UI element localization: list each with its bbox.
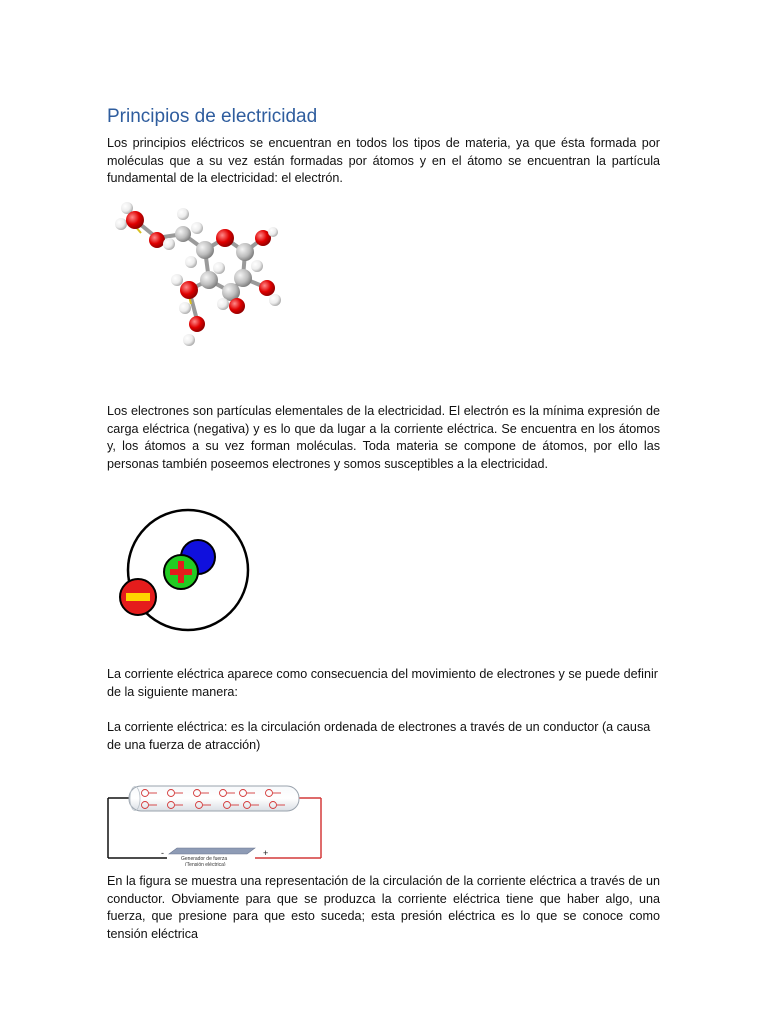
- atom-figure: [112, 500, 257, 640]
- generator-plate: [169, 848, 255, 854]
- molecule-atoms: [115, 202, 281, 346]
- plus-label: +: [263, 848, 269, 858]
- paragraph-electrons: Los electrones son partículas elementales de la electricidad. El electrón es la mínima expresión de carga eléctrica (negativa) y es lo que da lugar a la corriente eléctrica. Se encuentra en los átomos y, los átomos a su vez forman moléculas. Toda materia se compone de átomos, por ello las personas también poseemos electrones y somos susceptibles a la electricidad.: [107, 404, 660, 471]
- paragraph-figure-explanation: En la figura se muestra una representación de la circulación de la corriente eléctrica a través de un conductor. Obviamente para que se produzca la corriente eléctrica tiene que haber algo, una fuerza, que presione para que esto suceda; esta presión eléctrica es lo que se conoce como tensión eléctrica: [107, 874, 660, 941]
- molecule-figure: [105, 200, 295, 350]
- generator-sublabel: (Tensión eléctrica): [185, 862, 226, 866]
- paragraph-current: La corriente eléctrica aparece como consecuencia del movimiento de electrones y se puede definir de la siguiente manera:: [107, 667, 658, 699]
- circuit-figure: [105, 780, 325, 866]
- conductor-tube: [129, 786, 299, 811]
- proton: [164, 555, 198, 589]
- paragraph-definition: La corriente eléctrica: es la circulación ordenada de electrones a través de un conductor (a causa de una fuerza de atracción): [107, 720, 651, 752]
- generator-label: Generador de fuerza: [181, 856, 228, 862]
- electron: [120, 579, 156, 615]
- paragraph-intro: Los principios eléctricos se encuentran en todos los tipos de materia, ya que ésta formada por moléculas que a su vez están formadas por átomos y en el átomo se encuentran la partícula fundamental de la electricidad: el electrón.: [107, 136, 660, 186]
- page-title: Principios de electricidad: [107, 106, 318, 127]
- minus-label: -: [161, 848, 164, 858]
